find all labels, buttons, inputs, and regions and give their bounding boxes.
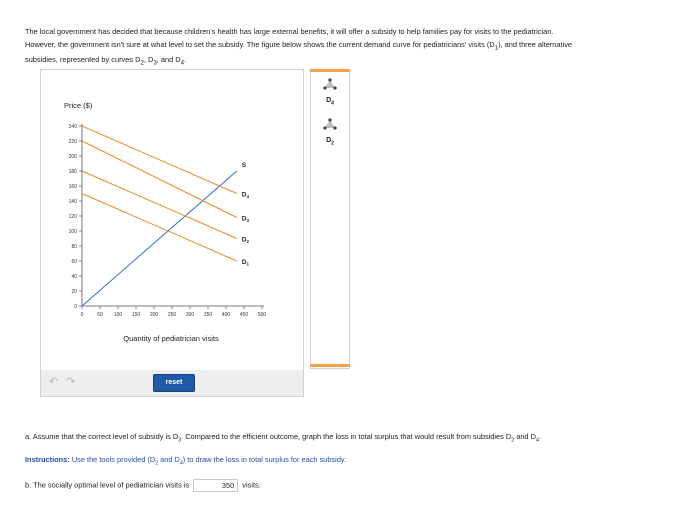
question-b: b. The socially optimal level of pediatrician visits is 350 visits. (25, 480, 261, 490)
y-tick-label: 240 (68, 124, 77, 130)
x-tick-label: 50 (97, 312, 103, 318)
x-axis-label: Quantity of pediatrician visits (123, 334, 219, 343)
x-tick-label: 150 (131, 312, 141, 318)
curve-d4 (82, 126, 237, 194)
y-axis-label: Price ($) (64, 101, 93, 110)
intro-line-3: subsidies, represented by curves $D_2$, $D_3$, and $D_4$. (25, 55, 187, 67)
curve-label-s: S (241, 162, 247, 169)
question-a: a. Assume that the correct level of subsidy is $D_3$. Compared to the efficient outcome, graph the loss in total surplus that would result from subsidies $D_2$ and $D_4$. (25, 432, 541, 444)
triangle-points-icon (322, 117, 338, 131)
intro-line-1: The local government has decided that because children's health has large external benefits, it will offer a subsidy to help families pay for visits to the pediatrician. (25, 27, 554, 36)
y-tick-label: 220 (68, 139, 77, 145)
y-tick-label: 20 (71, 289, 77, 295)
y-tick-label: 140 (68, 199, 77, 205)
y-tick-label: 160 (68, 184, 77, 190)
curve-label-d4: $D_4$ (241, 191, 250, 199)
curve-d1 (82, 194, 237, 262)
triangle-points-icon (322, 77, 338, 91)
toolbox (310, 69, 350, 369)
y-tick-label: 60 (71, 259, 77, 265)
y-tick-label: 80 (71, 244, 77, 250)
y-tick-label: 200 (68, 154, 77, 160)
y-tick-label: 40 (71, 274, 77, 280)
x-tick-label: 200 (149, 312, 159, 318)
x-tick-label: 100 (113, 312, 123, 318)
x-tick-label: 0 (80, 312, 84, 318)
curve-label-d3: $D_3$ (241, 215, 250, 223)
tool-d2-label: $D_2$ (326, 137, 334, 147)
x-tick-label: 300 (185, 312, 195, 318)
curve-d2 (82, 171, 237, 239)
curve-s (82, 171, 237, 306)
y-tick-label: 100 (68, 229, 77, 235)
y-tick-label: 120 (68, 214, 77, 220)
curve-label-d1: $D_1$ (241, 259, 250, 267)
tool-d4[interactable] (316, 77, 344, 106)
y-tick-label: 180 (68, 169, 77, 175)
x-tick-label: 350 (203, 312, 213, 318)
supply-demand-chart[interactable] (40, 69, 302, 370)
instructions: Instructions: Use the tools provided ($D_2$ and $D_4$) to draw the loss in total surplus for each subsidy. (25, 455, 347, 467)
toolbox-top-bar (310, 69, 350, 72)
x-tick-label: 400 (221, 312, 231, 318)
tool-d4-label: $D_4$ (326, 97, 334, 107)
undo-icon[interactable]: ↶ (49, 376, 59, 388)
x-tick-label: 450 (239, 312, 249, 318)
optimal-visits-field[interactable]: 350 (193, 479, 238, 492)
x-tick-label: 250 (167, 312, 177, 318)
y-tick-label: 0 (74, 304, 77, 310)
x-tick-label: 500 (257, 312, 267, 318)
redo-icon[interactable]: ↷ (66, 376, 76, 388)
tool-d2[interactable] (316, 117, 344, 146)
curve-d3 (82, 141, 237, 218)
reset-button[interactable]: reset (153, 374, 195, 392)
toolbox-bottom-bar (310, 364, 350, 367)
intro-text (25, 26, 693, 70)
intro-line-2: However, the government isn't sure at what level to set the subsidy. The figure below shows the current demand curve for pediatricians' visits $(D_1)$, and three alternative (25, 39, 573, 51)
curve-label-d2: $D_2$ (241, 236, 250, 244)
